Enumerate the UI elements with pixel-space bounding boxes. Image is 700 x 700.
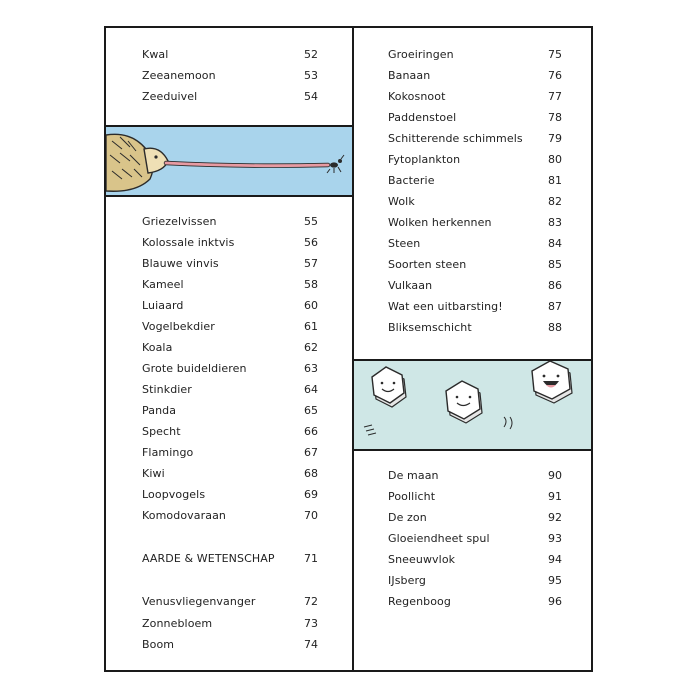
toc-entry-de-zon[interactable] [388,511,578,529]
toc-entry-label: Regenboog [388,595,451,608]
toc-entry-specht[interactable] [142,425,322,443]
toc-entry-bliksemschicht[interactable] [388,321,578,339]
toc-entry-wat-een-uitbarsting[interactable] [388,300,578,318]
toc-entry-page: 64 [304,383,318,396]
toc-entry-page: 87 [548,300,562,313]
toc-entry-kwal[interactable] [142,48,322,66]
toc-entry-page: 57 [304,257,318,270]
toc-entry-label: De zon [388,511,427,524]
toc-entry-page: 85 [548,258,562,271]
toc-entry-label: Boom [142,638,175,651]
toc-entry-label: Loopvogels [142,488,206,501]
toc-entry-page: 65 [304,404,318,417]
toc-entry-sneeuwvlok[interactable] [388,553,578,571]
toc-entry-zeeduivel[interactable] [142,90,322,108]
toc-entry-label: Zeeduivel [142,90,198,103]
toc-section-page: 71 [304,552,318,565]
toc-entry-banaan[interactable] [388,69,578,87]
toc-entry-label: Kolossale inktvis [142,236,235,249]
toc-entry-page: 80 [548,153,562,166]
toc-entry-page: 67 [304,446,318,459]
toc-entry-de-maan[interactable] [388,469,578,487]
toc-entry-page: 94 [548,553,562,566]
toc-entry-luiaard[interactable] [142,299,322,317]
toc-entry-page: 66 [304,425,318,438]
toc-entry-label: Koala [142,341,173,354]
toc-entry-label: Zeeanemoon [142,69,216,82]
toc-entry-page: 55 [304,215,318,228]
toc-entry-label: Grote buideldieren [142,362,247,375]
toc-entry-label: IJsberg [388,574,426,587]
toc-entry-page: 72 [304,595,318,608]
toc-entry-label: Wat een uitbarsting! [388,300,503,313]
toc-entry-flamingo[interactable] [142,446,322,464]
toc-entry-page: 56 [304,236,318,249]
toc-entry-label: Flamingo [142,446,194,459]
toc-entry-page: 95 [548,574,562,587]
toc-entry-griezelvissen[interactable] [142,215,322,233]
toc-entry-label: Venusvliegenvanger [142,595,256,608]
toc-entry-boom[interactable] [142,638,322,656]
toc-entry-zeeanemoon[interactable] [142,69,322,87]
toc-entry-page: 52 [304,48,318,61]
toc-entry-panda[interactable] [142,404,322,422]
toc-entry-label: Stinkdier [142,383,192,396]
toc-entry-page: 77 [548,90,562,103]
toc-entry-page: 96 [548,595,562,608]
toc-entry-page: 58 [304,278,318,291]
toc-entry-label: Wolk [388,195,415,208]
toc-entry-label: Fytoplankton [388,153,461,166]
toc-entry-page: 70 [304,509,318,522]
toc-entry-label: Soorten steen [388,258,467,271]
toc-entry-page: 74 [304,638,318,651]
toc-entry-label: Kokosnoot [388,90,446,103]
toc-entry-label: Gloeiendheet spul [388,532,490,545]
toc-entry-label: Wolken herkennen [388,216,492,229]
toc-entry-blauwe-vinvis[interactable] [142,257,322,275]
toc-entry-label: Kwal [142,48,169,61]
toc-entry-label: Steen [388,237,421,250]
toc-entry-page: 90 [548,469,562,482]
toc-entry-label: Paddenstoel [388,111,457,124]
toc-entry-steen[interactable] [388,237,578,255]
toc-entry-ijsberg[interactable] [388,574,578,592]
toc-entry-label: Schitterende schimmels [388,132,523,145]
toc-entry-page: 93 [548,532,562,545]
toc-entry-page: 61 [304,320,318,333]
toc-entry-zonnebloem[interactable] [142,617,322,635]
hexagon-crystals-illustration [354,359,591,451]
toc-entry-label: Bliksemschicht [388,321,472,334]
toc-entry-label: Sneeuwvlok [388,553,456,566]
toc-entry-page: 91 [548,490,562,503]
toc-entry-fytoplankton[interactable] [388,153,578,171]
toc-entry-page: 86 [548,279,562,292]
toc-entry-page: 69 [304,488,318,501]
toc-entry-page: 83 [548,216,562,229]
table-of-contents-page [104,26,593,672]
toc-entry-wolken-herkennen[interactable] [388,216,578,234]
toc-entry-wolk[interactable] [388,195,578,213]
toc-entry-page: 92 [548,511,562,524]
toc-entry-kolossale-inktvis[interactable] [142,236,322,254]
toc-entry-soorten-steen[interactable] [388,258,578,276]
toc-entry-kameel[interactable] [142,278,322,296]
toc-entry-page: 73 [304,617,318,630]
toc-entry-kokosnoot[interactable] [388,90,578,108]
toc-entry-grote-buideldieren[interactable] [142,362,322,380]
toc-entry-page: 84 [548,237,562,250]
toc-entry-label: Poollicht [388,490,436,503]
toc-entry-paddenstoel[interactable] [388,111,578,129]
pangolin-illustration [106,125,352,197]
toc-entry-label: Vogelbekdier [142,320,215,333]
toc-entry-label: Bacterie [388,174,435,187]
toc-entry-koala[interactable] [142,341,322,359]
toc-section-label: AARDE & WETENSCHAP [142,552,275,565]
toc-entry-bacterie[interactable] [388,174,578,192]
toc-entry-label: Kameel [142,278,184,291]
toc-entry-label: Banaan [388,69,431,82]
toc-entry-page: 78 [548,111,562,124]
toc-entry-page: 81 [548,174,562,187]
toc-entry-page: 79 [548,132,562,145]
toc-entry-stinkdier[interactable] [142,383,322,401]
toc-entry-groeiringen[interactable] [388,48,578,66]
toc-section-aarde-wetenschap[interactable] [142,552,322,570]
toc-entry-page: 88 [548,321,562,334]
toc-entry-komodovaraan[interactable] [142,509,322,527]
toc-entry-schitterende-schimmels[interactable] [388,132,578,150]
toc-entry-page: 54 [304,90,318,103]
toc-entry-page: 63 [304,362,318,375]
toc-entry-label: Kiwi [142,467,165,480]
toc-entry-page: 82 [548,195,562,208]
toc-entry-label: Groeiringen [388,48,454,61]
toc-entry-label: Specht [142,425,181,438]
toc-entry-page: 53 [304,69,318,82]
toc-entry-label: De maan [388,469,439,482]
column-divider [352,28,354,670]
toc-entry-page: 76 [548,69,562,82]
toc-entry-label: Blauwe vinvis [142,257,219,270]
toc-entry-page: 60 [304,299,318,312]
toc-entry-label: Zonnebloem [142,617,213,630]
toc-entry-label: Luiaard [142,299,184,312]
toc-entry-label: Panda [142,404,177,417]
toc-entry-page: 62 [304,341,318,354]
toc-entry-venusvliegenvanger[interactable] [142,595,322,613]
toc-entry-label: Komodovaraan [142,509,226,522]
toc-entry-vogelbekdier[interactable] [142,320,322,338]
toc-entry-loopvogels[interactable] [142,488,322,506]
toc-entry-gloeiendheet-spul[interactable] [388,532,578,550]
toc-entry-kiwi[interactable] [142,467,322,485]
toc-entry-label: Griezelvissen [142,215,217,228]
toc-entry-page: 75 [548,48,562,61]
toc-entry-poollicht[interactable] [388,490,578,508]
toc-entry-vulkaan[interactable] [388,279,578,297]
toc-entry-regenboog[interactable] [388,595,578,613]
toc-entry-label: Vulkaan [388,279,433,292]
toc-entry-page: 68 [304,467,318,480]
